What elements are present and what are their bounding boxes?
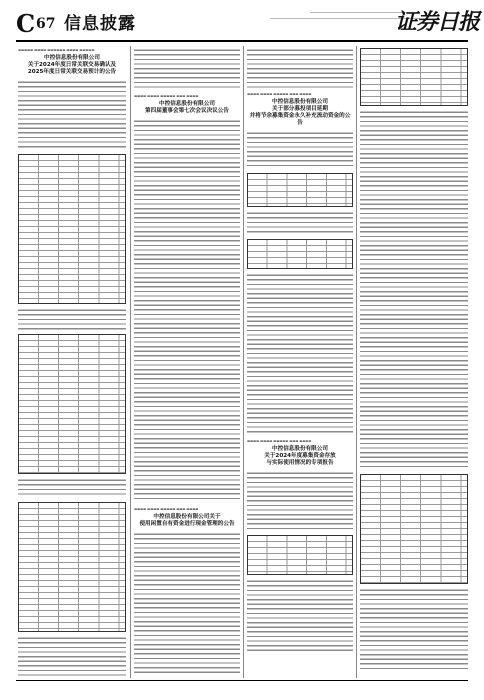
announcement-1-company: 中控信息股份有限公司 <box>44 55 100 61</box>
announcement-code-line: ▬▬▬▬▬ ▬▬▬▬ ▬▬▬▬▬▬ ▬▬▬▬ ▬▬▬▬▬ <box>18 48 95 52</box>
column-4 <box>360 48 468 676</box>
announcement-3-title-line-2: 并将节余募集资金永久补充流动资金的公告 <box>249 113 351 126</box>
page-header <box>0 0 484 42</box>
announcement-1-body-3 <box>18 478 126 498</box>
announcement-5-header <box>134 514 240 528</box>
column-4-body <box>360 110 468 470</box>
announcement-5-company: 中控信息股份有限公司关于 <box>153 514 221 520</box>
announcement-2-header <box>134 101 240 115</box>
announcement-3-table-1 <box>247 173 353 207</box>
announcement-1-body <box>18 80 126 150</box>
announcement-4-title-line-2: 与实际使用情况的专项报告 <box>266 460 334 466</box>
column-2 <box>134 48 240 676</box>
column-rule <box>130 46 131 678</box>
page-number: 67 <box>36 16 56 32</box>
section-title: 信息披露 <box>64 14 136 34</box>
footer-rule <box>16 680 468 681</box>
announcement-3-body-3 <box>247 273 353 433</box>
announcement-3-company: 中控信息股份有限公司 <box>272 99 328 105</box>
column-4-table-1 <box>360 48 468 106</box>
masthead-logo: 证券日报 <box>395 9 480 35</box>
column-4-body-2 <box>360 588 468 670</box>
announcement-3-body <box>247 131 353 169</box>
announcement-4-title-line-1: 关于2024年度募集资金存放 <box>264 453 336 459</box>
announcement-1-table-1 <box>18 154 126 304</box>
column-1 <box>18 48 126 676</box>
announcement-4-company: 中控信息股份有限公司 <box>272 446 328 452</box>
announcement-3-header <box>247 99 353 127</box>
page-letter: C <box>16 9 36 38</box>
column-2-body-top <box>134 48 240 90</box>
announcement-code-line: ▬▬▬▬ ▬▬▬▬ ▬▬▬▬▬ ▬▬▬ ▬▬▬▬ <box>247 439 312 443</box>
announcement-2-body <box>134 119 240 501</box>
announcement-1-body-2 <box>18 308 126 330</box>
announcement-2-title-line-1: 第四届董事会第七次会议决议公告 <box>145 108 229 114</box>
column-rule <box>243 46 244 678</box>
announcement-5-title-line-1: 使用闲置自有资金进行现金管理的公告 <box>139 521 235 527</box>
announcement-1-body-4 <box>18 636 126 676</box>
announcement-4-body <box>247 471 353 531</box>
announcement-1-table-3 <box>18 502 126 632</box>
announcement-1-title-line-2: 2025年度日常关联交易预计的公告 <box>27 69 117 75</box>
column-rule <box>356 46 357 678</box>
announcement-code-line: ▬▬▬▬ ▬▬▬▬ ▬▬▬▬▬ ▬▬▬ ▬▬▬▬ <box>134 507 199 511</box>
column-3 <box>247 48 353 676</box>
announcement-4-table-1 <box>247 535 353 575</box>
header-rule <box>16 40 468 42</box>
column-4-table-2 <box>360 474 468 584</box>
announcement-2-company: 中控信息股份有限公司 <box>159 101 215 107</box>
announcement-1-header <box>18 55 126 76</box>
announcement-code-line: ▬▬▬▬ ▬▬▬▬ ▬▬▬▬▬ ▬▬▬ ▬▬▬▬ <box>247 92 312 96</box>
announcement-3-body-2 <box>247 211 353 235</box>
announcement-code-line: ▬▬▬▬ ▬▬▬▬ ▬▬▬▬▬ ▬▬▬ ▬▬▬▬ <box>134 94 199 98</box>
announcement-4-body-2 <box>247 579 353 653</box>
announcement-4-header <box>247 446 353 467</box>
announcement-3-title-line-1: 关于部分募投项目延期 <box>272 106 328 112</box>
announcement-5-body <box>134 532 240 676</box>
announcement-1-table-2 <box>18 334 126 474</box>
column-3-body-top <box>247 48 353 88</box>
announcement-3-table-2 <box>247 239 353 269</box>
announcement-1-title-line-1: 关于2024年度日常关联交易确认及 <box>27 62 117 68</box>
